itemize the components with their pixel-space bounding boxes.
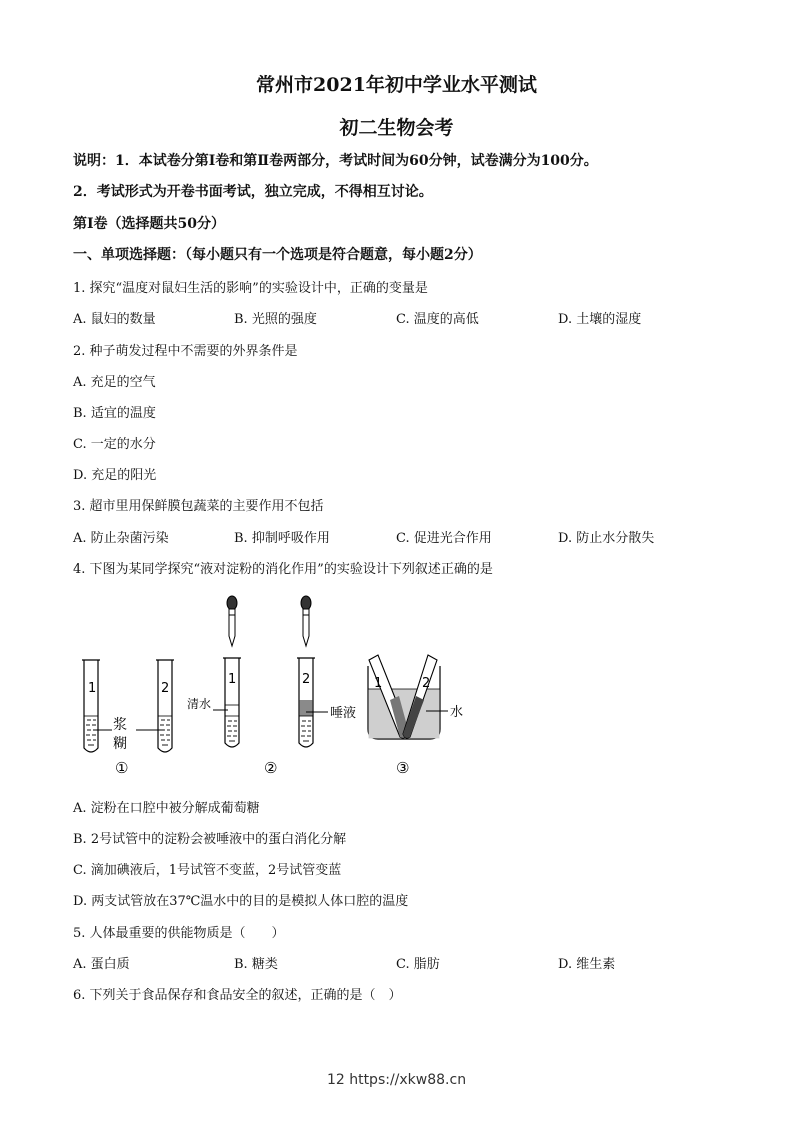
bath-water-label: 水 bbox=[450, 705, 464, 720]
q2-option-d[interactable]: D. 充足的阳光 bbox=[73, 468, 157, 483]
q5-option-a[interactable]: A. 蛋白质 bbox=[73, 957, 130, 972]
tube-2-step2-number: 2 bbox=[302, 672, 311, 687]
question-4-stem: 4. 下图为某同学探究“液对淀粉的消化作用”的实验设计下列叙述正确的是 bbox=[73, 562, 493, 577]
q1-option-d[interactable]: D. 土壤的湿度 bbox=[558, 312, 642, 327]
q4-option-c[interactable]: C. 滴加碘液后，1号试管不变蓝，2号试管变蓝 bbox=[73, 863, 342, 878]
dropper-2 bbox=[301, 596, 311, 646]
tube-1-number: 1 bbox=[88, 681, 97, 696]
saliva-label: 唾液 bbox=[330, 706, 357, 721]
exam-title: 常州市2021年初中学业水平测试 bbox=[256, 74, 537, 96]
bath-tube-1-number: 1 bbox=[374, 676, 383, 691]
question-6-stem: 6. 下列关于食品保存和食品安全的叙述，正确的是（ ） bbox=[73, 988, 402, 1003]
test-tube-2 bbox=[156, 660, 174, 752]
q1-option-c[interactable]: C. 温度的高低 bbox=[396, 312, 479, 327]
q4-option-a[interactable]: A. 淀粉在口腔中被分解成葡萄糖 bbox=[73, 801, 260, 816]
water-label: 清水 bbox=[187, 697, 212, 711]
tube-1-step2-number: 1 bbox=[228, 672, 237, 687]
part-1-heading: 第Ⅰ卷（选择题共50分） bbox=[73, 216, 226, 232]
q3-option-a[interactable]: A. 防止杂菌污染 bbox=[73, 531, 169, 546]
step-1-label: ① bbox=[115, 759, 129, 777]
q4-option-b[interactable]: B. 2号试管中的淀粉会被唾液中的蛋白消化分解 bbox=[73, 832, 347, 847]
bath-tube-2-number: 2 bbox=[422, 676, 431, 691]
question-2-stem: 2. 种子萌发过程中不需要的外界条件是 bbox=[73, 344, 298, 359]
instructions-line-2: 2．考试形式为开卷书面考试，独立完成，不得相互讨论。 bbox=[73, 184, 433, 200]
q5-option-b[interactable]: B. 糖类 bbox=[234, 957, 278, 972]
q3-option-b[interactable]: B. 抑制呼吸作用 bbox=[234, 531, 330, 546]
paste-label-bottom: 糊 bbox=[113, 736, 127, 752]
q5-option-c[interactable]: C. 脂肪 bbox=[396, 957, 440, 972]
tube-2-number: 2 bbox=[161, 681, 170, 696]
question-3-stem: 3. 超市里用保鲜膜包蔬菜的主要作用不包括 bbox=[73, 499, 324, 514]
q3-option-d[interactable]: D. 防止水分散失 bbox=[558, 531, 655, 546]
dropper-1 bbox=[227, 596, 237, 646]
q3-option-c[interactable]: C. 促进光合作用 bbox=[396, 531, 492, 546]
q4-option-d[interactable]: D. 两支试管放在37℃温水中的目的是模拟人体口腔的温度 bbox=[73, 894, 409, 909]
page-footer: 12 https://xkw88.cn bbox=[326, 1072, 467, 1088]
step-3-label: ③ bbox=[396, 759, 410, 777]
q1-option-a[interactable]: A. 鼠妇的数量 bbox=[73, 312, 156, 327]
q2-option-b[interactable]: B. 适宜的温度 bbox=[73, 406, 156, 421]
q2-option-c[interactable]: C. 一定的水分 bbox=[73, 437, 156, 452]
q2-option-a[interactable]: A. 充足的空气 bbox=[73, 375, 156, 390]
q1-option-b[interactable]: B. 光照的强度 bbox=[234, 312, 317, 327]
q5-option-d[interactable]: D. 维生素 bbox=[558, 957, 616, 972]
paste-label-top: 浆 bbox=[113, 717, 127, 733]
exam-subtitle: 初二生物会考 bbox=[339, 117, 454, 139]
instructions-line-1: 说明：1．本试卷分第Ⅰ卷和第Ⅱ卷两部分，考试时间为60分钟，试卷满分为100分。 bbox=[73, 153, 598, 169]
question-1-stem: 1. 探究“温度对鼠妇生活的影响”的实验设计中，正确的变量是 bbox=[73, 281, 428, 296]
question-5-stem: 5. 人体最重要的供能物质是（ ） bbox=[73, 926, 285, 941]
section-heading: 一、单项选择题：（每小题只有一个选项是符合题意，每小题2分） bbox=[73, 247, 482, 263]
experiment-figure bbox=[60, 588, 490, 780]
test-tube-1 bbox=[82, 660, 100, 752]
water-bath-beaker bbox=[368, 655, 440, 739]
step-2-label: ② bbox=[264, 759, 278, 777]
